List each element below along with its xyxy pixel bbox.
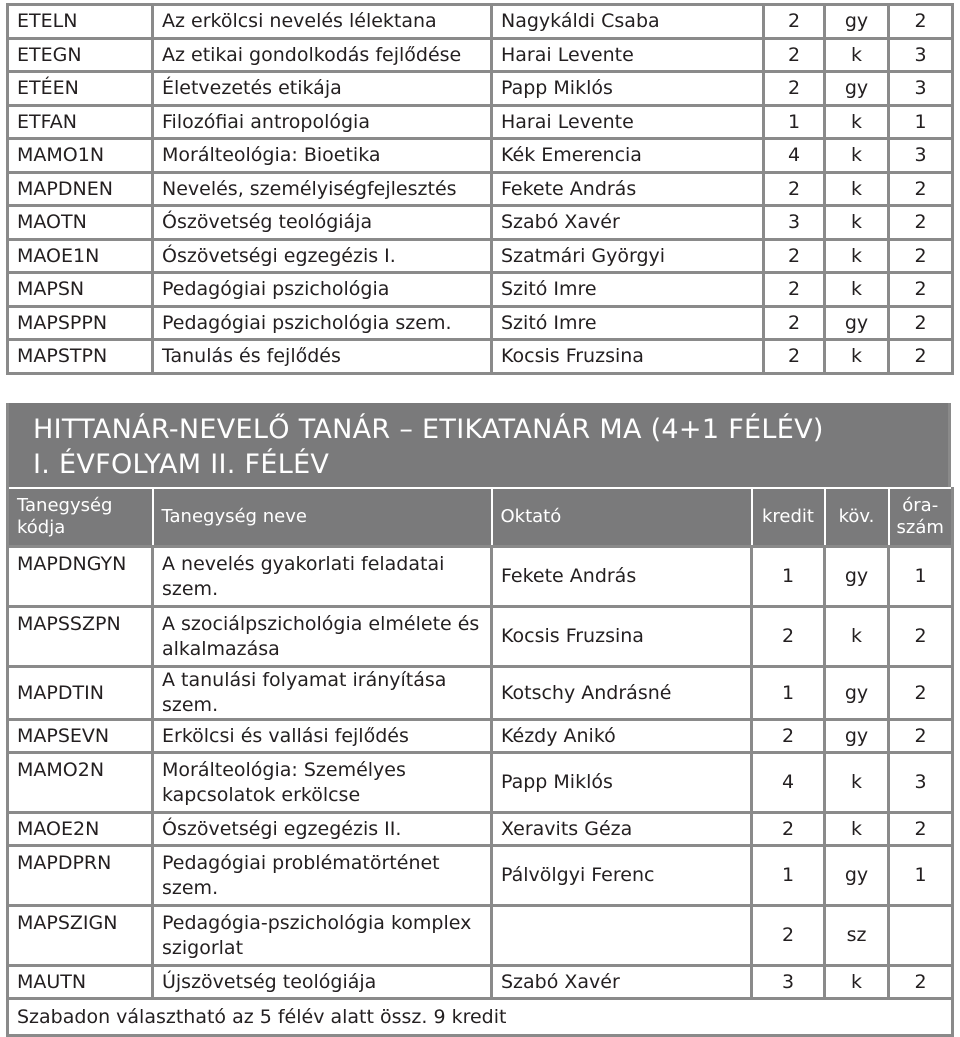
course-code: MAPSN xyxy=(8,273,153,307)
course-requirement: sz xyxy=(825,906,889,966)
course-teacher: Szitó Imre xyxy=(492,273,764,307)
course-hours: 1 xyxy=(889,846,953,906)
table-row xyxy=(8,72,953,106)
course-name: Erkölcsi és vallási fejlődés xyxy=(153,720,492,753)
course-credit: 2 xyxy=(752,720,825,753)
section-title-line1: HITTANÁR-NEVELŐ TANÁR – ETIKATANÁR MA (4+1 FÉLÉV) xyxy=(33,414,824,445)
course-requirement: gy xyxy=(825,547,889,607)
table-row xyxy=(8,139,953,173)
course-name: A szociálpszichológia elmélete és alkalmazása xyxy=(153,607,492,667)
course-hours: 1 xyxy=(889,547,953,607)
course-teacher: Fekete András xyxy=(492,547,752,607)
table-row xyxy=(8,753,953,813)
course-teacher: Nagykáldi Csaba xyxy=(492,5,764,39)
header-row xyxy=(8,488,953,547)
table-row xyxy=(8,38,953,72)
course-hours: 2 xyxy=(889,306,953,340)
course-credit: 3 xyxy=(752,966,825,999)
course-code: MAPSTPN xyxy=(8,340,153,374)
table-row xyxy=(8,846,953,906)
course-code: MAMO2N xyxy=(8,753,153,813)
course-hours: 2 xyxy=(889,5,953,39)
course-code: MAOE1N xyxy=(8,239,153,273)
course-credit: 2 xyxy=(764,306,825,340)
table-row xyxy=(8,607,953,667)
table-row xyxy=(8,5,953,39)
course-name: A nevelés gyakorlati feladatai szem. xyxy=(153,547,492,607)
table-row xyxy=(8,306,953,340)
course-name: Tanulás és fejlődés xyxy=(153,340,492,374)
section-title xyxy=(6,403,951,487)
section-title-line2: I. ÉVFOLYAM II. FÉLÉV xyxy=(33,449,330,480)
course-hours: 3 xyxy=(889,139,953,173)
course-requirement: k xyxy=(825,966,889,999)
course-name: Ószövetség teológiája xyxy=(153,206,492,240)
semester-section xyxy=(6,403,951,1037)
course-requirement: k xyxy=(825,172,889,206)
course-name: Pedagógiai pszichológia szem. xyxy=(153,306,492,340)
table-row xyxy=(8,906,953,966)
course-requirement: k xyxy=(825,206,889,240)
course-code: ETEGN xyxy=(8,38,153,72)
course-name: Pedagógia-pszichológia komplex szigorlat xyxy=(153,906,492,966)
course-hours: 2 xyxy=(889,172,953,206)
course-credit: 3 xyxy=(764,206,825,240)
course-teacher: Papp Miklós xyxy=(492,753,752,813)
course-teacher: Fekete András xyxy=(492,172,764,206)
course-credit: 2 xyxy=(752,813,825,846)
table-row xyxy=(8,813,953,846)
table-row xyxy=(8,105,953,139)
course-credit: 2 xyxy=(764,172,825,206)
course-hours: 2 xyxy=(889,966,953,999)
course-credit: 1 xyxy=(752,667,825,720)
course-table-semester2-body xyxy=(8,547,953,999)
course-teacher: Papp Miklós xyxy=(492,72,764,106)
course-teacher: Harai Levente xyxy=(492,38,764,72)
course-requirement: gy xyxy=(825,72,889,106)
course-teacher: Harai Levente xyxy=(492,105,764,139)
course-credit: 1 xyxy=(764,105,825,139)
course-credit: 2 xyxy=(764,5,825,39)
table-row xyxy=(8,547,953,607)
course-teacher: Xeravits Géza xyxy=(492,813,752,846)
course-hours: 2 xyxy=(889,667,953,720)
course-code: MAPDPRN xyxy=(8,846,153,906)
course-code: MAPDTIN xyxy=(8,667,153,720)
course-code: MAPSPPN xyxy=(8,306,153,340)
table-row xyxy=(8,172,953,206)
course-hours: 2 xyxy=(889,813,953,846)
course-name: Filozófiai antropológia xyxy=(153,105,492,139)
footer-row xyxy=(8,999,953,1036)
course-name: Az erkölcsi nevelés lélektana xyxy=(153,5,492,39)
course-requirement: k xyxy=(825,239,889,273)
course-credit: 2 xyxy=(764,38,825,72)
table-row xyxy=(8,720,953,753)
course-code: MAUTN xyxy=(8,966,153,999)
course-hours: 3 xyxy=(889,38,953,72)
course-hours xyxy=(889,906,953,966)
course-requirement: gy xyxy=(825,306,889,340)
course-credit: 1 xyxy=(752,846,825,906)
course-teacher: Kocsis Fruzsina xyxy=(492,607,752,667)
course-hours: 1 xyxy=(889,105,953,139)
course-teacher xyxy=(492,906,752,966)
header-requirement: köv. xyxy=(825,488,889,547)
course-requirement: k xyxy=(825,273,889,307)
course-teacher: Szabó Xavér xyxy=(492,966,752,999)
course-teacher: Kézdy Anikó xyxy=(492,720,752,753)
course-credit: 2 xyxy=(764,273,825,307)
course-name: Életvezetés etikája xyxy=(153,72,492,106)
course-teacher: Kotschy Andrásné xyxy=(492,667,752,720)
course-name: Ószövetségi egzegézis II. xyxy=(153,813,492,846)
course-name: Morálteológia: Bioetika xyxy=(153,139,492,173)
header-name: Tanegység neve xyxy=(153,488,492,547)
table-row xyxy=(8,206,953,240)
header-credit: kredit xyxy=(752,488,825,547)
course-table-previous xyxy=(6,3,954,375)
table-row xyxy=(8,340,953,374)
course-name: A tanulási folyamat irányítása szem. xyxy=(153,667,492,720)
course-hours: 2 xyxy=(889,340,953,374)
course-teacher: Kocsis Fruzsina xyxy=(492,340,764,374)
course-code: ETFAN xyxy=(8,105,153,139)
course-requirement: gy xyxy=(825,846,889,906)
course-credit: 2 xyxy=(752,607,825,667)
course-requirement: k xyxy=(825,139,889,173)
course-name: Morálteológia: Személyes kapcsolatok erkölcse xyxy=(153,753,492,813)
course-code: MAPSEVN xyxy=(8,720,153,753)
header-hours: óra-szám xyxy=(889,488,953,547)
course-hours: 2 xyxy=(889,720,953,753)
course-teacher: Pálvölgyi Ferenc xyxy=(492,846,752,906)
course-requirement: gy xyxy=(825,667,889,720)
course-code: MAPSZIGN xyxy=(8,906,153,966)
table-row xyxy=(8,667,953,720)
course-code: MAPSSZPN xyxy=(8,607,153,667)
course-hours: 3 xyxy=(889,753,953,813)
course-code: ETELN xyxy=(8,5,153,39)
course-credit: 2 xyxy=(752,906,825,966)
course-requirement: k xyxy=(825,340,889,374)
course-credit: 4 xyxy=(764,139,825,173)
course-code: MAOTN xyxy=(8,206,153,240)
table-row xyxy=(8,273,953,307)
footer-note: Szabadon választható az 5 félév alatt össz. 9 kredit xyxy=(8,999,953,1036)
course-credit: 1 xyxy=(752,547,825,607)
course-hours: 2 xyxy=(889,273,953,307)
course-credit: 2 xyxy=(764,239,825,273)
table-row xyxy=(8,966,953,999)
course-requirement: gy xyxy=(825,5,889,39)
course-requirement: k xyxy=(825,38,889,72)
course-code: ETÉEN xyxy=(8,72,153,106)
header-code: Tanegység kódja xyxy=(8,488,153,547)
course-credit: 4 xyxy=(752,753,825,813)
course-requirement: k xyxy=(825,607,889,667)
course-name: Az etikai gondolkodás fejlődése xyxy=(153,38,492,72)
course-table-previous-body xyxy=(8,5,953,374)
course-requirement: k xyxy=(825,753,889,813)
table-row xyxy=(8,239,953,273)
course-credit: 2 xyxy=(764,340,825,374)
course-name: Újszövetség teológiája xyxy=(153,966,492,999)
course-hours: 2 xyxy=(889,607,953,667)
course-teacher: Kék Emerencia xyxy=(492,139,764,173)
course-code: MAPDNGYN xyxy=(8,547,153,607)
course-hours: 3 xyxy=(889,72,953,106)
header-teacher: Oktató xyxy=(492,488,752,547)
course-code: MAPDNEN xyxy=(8,172,153,206)
course-credit: 2 xyxy=(764,72,825,106)
course-teacher: Szitó Imre xyxy=(492,306,764,340)
course-name: Pedagógiai pszichológia xyxy=(153,273,492,307)
course-name: Nevelés, személyiségfejlesztés xyxy=(153,172,492,206)
course-table-semester2 xyxy=(6,487,954,1037)
course-hours: 2 xyxy=(889,239,953,273)
course-name: Pedagógiai problématörténet szem. xyxy=(153,846,492,906)
course-code: MAMO1N xyxy=(8,139,153,173)
course-requirement: k xyxy=(825,813,889,846)
course-code: MAOE2N xyxy=(8,813,153,846)
course-requirement: gy xyxy=(825,720,889,753)
course-name: Ószövetségi egzegézis I. xyxy=(153,239,492,273)
course-requirement: k xyxy=(825,105,889,139)
course-hours: 2 xyxy=(889,206,953,240)
course-teacher: Szatmári Györgyi xyxy=(492,239,764,273)
course-teacher: Szabó Xavér xyxy=(492,206,764,240)
